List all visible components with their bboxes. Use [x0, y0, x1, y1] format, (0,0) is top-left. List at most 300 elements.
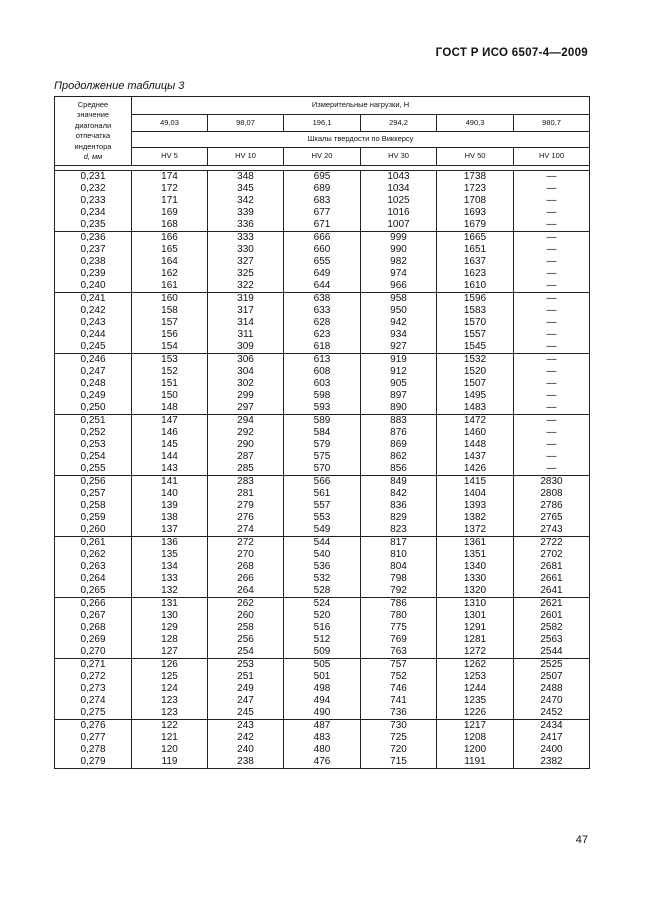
hardness-value: —: [546, 207, 557, 218]
hardness-value: 290: [237, 439, 254, 450]
hardness-value: 2661: [540, 573, 563, 584]
diagonal-cell: [55, 476, 132, 537]
hardness-value: 671: [313, 219, 331, 230]
hardness-cell: [132, 415, 208, 476]
hardness-value: 549: [313, 524, 331, 535]
diagonal-cell: [55, 354, 132, 415]
hardness-value: 823: [390, 524, 407, 535]
hardness-value: 1623: [463, 268, 487, 279]
hardness-value: 1351: [463, 549, 487, 560]
hardness-value: 2563: [540, 634, 563, 645]
hardness-value: —: [546, 427, 557, 438]
hardness-value: 628: [313, 317, 331, 328]
hardness-value: 285: [237, 463, 254, 474]
diagonal-value: 0,272: [80, 671, 106, 682]
hardness-value: 1532: [463, 354, 487, 365]
hardness-value: 1262: [463, 659, 487, 670]
hardness-cell: [437, 720, 514, 769]
hardness-value: 166: [161, 232, 178, 243]
hardness-value: 319: [237, 293, 254, 304]
hardness-value: 130: [161, 610, 178, 621]
hardness-value: 736: [390, 707, 407, 718]
hardness-value: 715: [390, 756, 407, 767]
hardness-value: 306: [237, 354, 254, 365]
hardness-value: 695: [313, 171, 331, 182]
hardness-value: 757: [390, 659, 407, 670]
diagonal-value: 0,259: [80, 512, 106, 523]
hardness-cell: [437, 232, 514, 293]
diagonal-value: 0,269: [80, 634, 106, 645]
hardness-value: 633: [313, 305, 331, 316]
diagonal-value: 0,241: [80, 293, 106, 304]
loads-title: Измерительные нагрузки, Н: [132, 97, 590, 115]
hardness-value: 730: [390, 720, 407, 731]
hardness-value: 123: [161, 695, 178, 706]
diagonal-value: 0,263: [80, 561, 106, 572]
hardness-value: 146: [161, 427, 178, 438]
hardness-value: —: [546, 256, 557, 267]
hardness-cell: [208, 537, 284, 598]
hardness-value: 266: [237, 573, 254, 584]
diagonal-value: 0,252: [80, 427, 106, 438]
hardness-value: 317: [237, 305, 254, 316]
hardness-value: 262: [237, 598, 254, 609]
hardness-value: —: [546, 171, 557, 182]
hardness-cell: [437, 415, 514, 476]
hardness-value: 162: [161, 268, 178, 279]
hardness-value: —: [546, 366, 557, 377]
scales-row: [55, 148, 590, 166]
diagonal-value: 0,248: [80, 378, 106, 389]
hardness-value: 292: [237, 427, 254, 438]
hardness-value: 247: [237, 695, 254, 706]
diagonal-cell: [55, 598, 132, 659]
hardness-value: 2488: [540, 683, 563, 694]
hardness-value: 154: [161, 341, 178, 352]
hardness-cell: [284, 415, 361, 476]
hardness-value: 144: [161, 451, 178, 462]
hardness-value: 593: [313, 402, 331, 413]
hardness-value: 927: [390, 341, 407, 352]
hardness-cell: [514, 354, 590, 415]
hardness-value: 160: [161, 293, 178, 304]
hardness-value: 1557: [463, 329, 487, 340]
diagonal-value: 0,231: [80, 171, 106, 182]
hardness-value: 942: [390, 317, 407, 328]
hardness-value: 238: [237, 756, 254, 767]
hardness-value: 483: [313, 732, 331, 743]
hardness-value: 890: [390, 402, 407, 413]
hardness-cell: [208, 720, 284, 769]
hardness-cell: [284, 720, 361, 769]
hardness-value: 258: [237, 622, 254, 633]
hardness-cell: [361, 293, 437, 354]
hardness-value: 974: [390, 268, 407, 279]
hardness-cell: [132, 598, 208, 659]
hardness-value: 268: [237, 561, 254, 572]
hardness-value: 1665: [463, 232, 487, 243]
hardness-value: 579: [313, 439, 331, 450]
hardness-value: 136: [161, 537, 178, 548]
diagonal-value: 0,254: [80, 451, 106, 462]
hardness-value: 1025: [387, 195, 410, 206]
hardness-value: 132: [161, 585, 178, 596]
hardness-value: 171: [161, 195, 178, 206]
hardness-cell: [514, 232, 590, 293]
hardness-value: 912: [390, 366, 407, 377]
col-header-line: значение: [76, 110, 110, 119]
hardness-value: 1723: [463, 183, 487, 194]
hardness-value: 919: [390, 354, 407, 365]
hardness-value: 1310: [463, 598, 487, 609]
hardness-value: 1404: [463, 488, 487, 499]
diagonal-value: 0,235: [80, 219, 106, 230]
hardness-value: 501: [313, 671, 331, 682]
diagonal-value: 0,262: [80, 549, 106, 560]
diagonal-value: 0,238: [80, 256, 106, 267]
hardness-value: 1495: [463, 390, 487, 401]
row-group: [55, 476, 590, 537]
hardness-value: 1610: [463, 280, 487, 291]
diagonal-value: 0,250: [80, 402, 106, 413]
hardness-value: 2382: [540, 756, 563, 767]
diagonal-cell: [55, 720, 132, 769]
hardness-value: 1545: [463, 341, 487, 352]
hardness-cell: [132, 293, 208, 354]
hardness-value: 1253: [463, 671, 487, 682]
hardness-value: 254: [237, 646, 254, 657]
hardness-value: 279: [237, 500, 254, 511]
hardness-value: 1596: [463, 293, 487, 304]
hardness-value: 2507: [540, 671, 563, 682]
hardness-value: —: [546, 244, 557, 255]
hardness-value: 810: [390, 549, 407, 560]
hardness-value: 498: [313, 683, 331, 694]
hardness-value: 322: [237, 280, 254, 291]
hardness-value: 120: [161, 744, 178, 755]
hardness-value: —: [546, 329, 557, 340]
hardness-value: 480: [313, 744, 331, 755]
hardness-value: 342: [237, 195, 254, 206]
diagonal-value: 0,260: [80, 524, 106, 535]
hardness-value: 1320: [463, 585, 487, 596]
diagonal-value: 0,266: [80, 598, 106, 609]
diagonal-value: 0,275: [80, 707, 106, 718]
hardness-value: 1738: [463, 171, 487, 182]
hardness-value: 862: [390, 451, 407, 462]
diagonal-value: 0,234: [80, 207, 106, 218]
hardness-value: 2722: [540, 537, 563, 548]
diagonal-value: 0,240: [80, 280, 106, 291]
hardness-value: 655: [313, 256, 331, 267]
hardness-cell: [208, 659, 284, 720]
hardness-value: 287: [237, 451, 254, 462]
hardness-value: 798: [390, 573, 407, 584]
hardness-value: 725: [390, 732, 407, 743]
hardness-value: 2743: [540, 524, 563, 535]
hardness-value: —: [546, 439, 557, 450]
hardness-value: 243: [237, 720, 254, 731]
hardness-value: 150: [161, 390, 178, 401]
hardness-cell: [437, 598, 514, 659]
hardness-value: 168: [161, 219, 178, 230]
hardness-value: 720: [390, 744, 407, 755]
hardness-value: —: [546, 378, 557, 389]
hardness-value: 638: [313, 293, 331, 304]
hardness-value: 557: [313, 500, 331, 511]
hardness-value: 272: [237, 537, 254, 548]
hardness-cell: [132, 232, 208, 293]
hardness-cell: [208, 293, 284, 354]
row-group: [55, 720, 590, 769]
diagonal-value: 0,274: [80, 695, 106, 706]
diagonal-value: 0,265: [80, 585, 106, 596]
hardness-value: 487: [313, 720, 331, 731]
hardness-value: 330: [237, 244, 254, 255]
hardness-value: 817: [390, 537, 407, 548]
diagonal-value: 0,239: [80, 268, 106, 279]
hardness-value: 122: [161, 720, 178, 731]
hardness-table: [54, 96, 590, 769]
hardness-value: 1007: [387, 219, 410, 230]
hardness-value: 1679: [463, 219, 487, 230]
hardness-value: 553: [313, 512, 331, 523]
hardness-cell: [132, 659, 208, 720]
hardness-value: 1272: [463, 646, 487, 657]
page-number: 47: [575, 834, 588, 846]
hardness-value: 124: [161, 683, 178, 694]
hardness-value: 1437: [463, 451, 487, 462]
scale-label: HV 50: [437, 148, 514, 166]
hardness-value: 153: [161, 354, 178, 365]
diagonal-value: 0,251: [80, 415, 106, 426]
diagonal-value: 0,233: [80, 195, 106, 206]
hardness-value: 849: [390, 476, 407, 487]
hardness-value: 990: [390, 244, 407, 255]
hardness-cell: [361, 232, 437, 293]
hardness-value: 1208: [463, 732, 487, 743]
hardness-value: 883: [390, 415, 407, 426]
hardness-cell: [514, 476, 590, 537]
scale-label: HV 10: [208, 148, 284, 166]
hardness-cell: [361, 171, 437, 232]
diagonal-value: 0,257: [80, 488, 106, 499]
hardness-value: 490: [313, 707, 331, 718]
hardness-value: 147: [161, 415, 178, 426]
hardness-value: 141: [161, 476, 178, 487]
hardness-value: 311: [237, 329, 254, 340]
diagonal-value: 0,279: [80, 756, 106, 767]
hardness-value: 786: [390, 598, 407, 609]
hardness-value: 623: [313, 329, 331, 340]
hardness-value: 333: [237, 232, 254, 243]
hardness-cell: [437, 354, 514, 415]
hardness-value: 302: [237, 378, 254, 389]
hardness-cell: [208, 232, 284, 293]
hardness-value: 584: [313, 427, 331, 438]
col-header-line: отпечатка: [75, 131, 111, 140]
hardness-value: 683: [313, 195, 331, 206]
hardness-cell: [437, 171, 514, 232]
hardness-value: 999: [390, 232, 407, 243]
scales-title: Шкалы твердости по Виккерсу: [132, 132, 590, 148]
diagonal-cell: [55, 415, 132, 476]
scale-label: HV 20: [284, 148, 361, 166]
hardness-value: 666: [313, 232, 331, 243]
diagonal-value: 0,276: [80, 720, 106, 731]
hardness-value: 544: [313, 537, 331, 548]
hardness-value: 151: [161, 378, 178, 389]
hardness-value: 145: [161, 439, 178, 450]
hardness-value: 561: [313, 488, 331, 499]
diagonal-cell: [55, 293, 132, 354]
hardness-value: 1291: [463, 622, 487, 633]
hardness-value: —: [546, 317, 557, 328]
hardness-value: 876: [390, 427, 407, 438]
hardness-value: —: [546, 451, 557, 462]
hardness-value: 752: [390, 671, 407, 682]
hardness-value: 165: [161, 244, 178, 255]
hardness-value: 1226: [463, 707, 487, 718]
diagonal-value: 0,267: [80, 610, 106, 621]
hardness-value: 140: [161, 488, 178, 499]
hardness-value: 689: [313, 183, 331, 194]
hardness-value: 512: [313, 634, 331, 645]
hardness-value: 161: [161, 280, 178, 291]
hardness-cell: [284, 354, 361, 415]
hardness-cell: [132, 354, 208, 415]
diagonal-value: 0,247: [80, 366, 106, 377]
hardness-value: 1244: [463, 683, 487, 694]
hardness-value: 842: [390, 488, 407, 499]
hardness-value: 294: [237, 415, 254, 426]
hardness-value: 2830: [540, 476, 563, 487]
diagonal-value: 0,255: [80, 463, 106, 474]
hardness-value: 134: [161, 561, 178, 572]
hardness-cell: [208, 171, 284, 232]
hardness-value: 125: [161, 671, 178, 682]
hardness-value: 1570: [463, 317, 487, 328]
hardness-value: 304: [237, 366, 254, 377]
hardness-value: 2544: [540, 646, 563, 657]
diagonal-cell: [55, 232, 132, 293]
hardness-cell: [361, 598, 437, 659]
hardness-value: 345: [237, 183, 254, 194]
table-body: [55, 171, 590, 769]
hardness-value: 1330: [463, 573, 487, 584]
hardness-value: 253: [237, 659, 254, 670]
diagonal-cell: [55, 537, 132, 598]
hardness-value: 792: [390, 585, 407, 596]
document-header: ГОСТ Р ИСО 6507-4—2009: [435, 47, 588, 59]
hardness-cell: [132, 171, 208, 232]
hardness-value: 157: [161, 317, 178, 328]
diagonal-value: 0,243: [80, 317, 106, 328]
hardness-value: —: [546, 354, 557, 365]
hardness-cell: [514, 537, 590, 598]
row-group: [55, 232, 590, 293]
hardness-value: 119: [161, 756, 178, 767]
hardness-value: 575: [313, 451, 331, 462]
hardness-value: 348: [237, 171, 254, 182]
hardness-value: 589: [313, 415, 331, 426]
hardness-value: 520: [313, 610, 331, 621]
table-continuation-caption: Продолжение таблицы 3: [54, 80, 185, 92]
hardness-value: 336: [237, 219, 254, 230]
hardness-value: 1583: [463, 305, 487, 316]
hardness-value: 2621: [540, 598, 563, 609]
hardness-value: 2702: [540, 549, 563, 560]
hardness-value: 251: [237, 671, 254, 682]
hardness-cell: [208, 415, 284, 476]
hardness-value: 746: [390, 683, 407, 694]
hardness-cell: [514, 171, 590, 232]
hardness-value: 123: [161, 707, 178, 718]
hardness-value: 608: [313, 366, 331, 377]
hardness-value: 127: [161, 646, 178, 657]
hardness-value: 2786: [540, 500, 563, 511]
hardness-value: 314: [237, 317, 254, 328]
hardness-value: 763: [390, 646, 407, 657]
hardness-cell: [514, 598, 590, 659]
hardness-value: 148: [161, 402, 178, 413]
hardness-cell: [284, 659, 361, 720]
diagonal-value: 0,278: [80, 744, 106, 755]
diagonal-cell: [55, 171, 132, 232]
hardness-value: 327: [237, 256, 254, 267]
hardness-value: 570: [313, 463, 331, 474]
hardness-value: 509: [313, 646, 331, 657]
hardness-value: 618: [313, 341, 331, 352]
hardness-value: 128: [161, 634, 178, 645]
hardness-value: 2641: [540, 585, 563, 596]
hardness-value: 283: [237, 476, 254, 487]
hardness-value: 1191: [464, 756, 486, 767]
hardness-value: 164: [161, 256, 178, 267]
hardness-value: 1340: [463, 561, 487, 572]
hardness-value: 516: [313, 622, 331, 633]
hardness-value: 528: [313, 585, 331, 596]
hardness-value: 476: [313, 756, 331, 767]
hardness-value: 1393: [463, 500, 487, 511]
loads-row: [55, 115, 590, 132]
hardness-value: 137: [161, 524, 178, 535]
load-value: 49,03: [132, 115, 208, 132]
hardness-value: 1708: [463, 195, 487, 206]
row-group: [55, 598, 590, 659]
load-value: 196,1: [284, 115, 361, 132]
hardness-cell: [132, 476, 208, 537]
hardness-cell: [437, 659, 514, 720]
hardness-value: —: [546, 280, 557, 291]
hardness-value: 566: [313, 476, 331, 487]
hardness-value: 2765: [540, 512, 563, 523]
hardness-value: 1217: [463, 720, 487, 731]
diagonal-value: 0,277: [80, 732, 106, 743]
hardness-value: —: [546, 341, 557, 352]
hardness-value: 172: [161, 183, 178, 194]
col-header-line: d, мм: [83, 152, 103, 161]
hardness-value: 660: [313, 244, 331, 255]
hardness-value: 1483: [463, 402, 487, 413]
hardness-value: 769: [390, 634, 407, 645]
hardness-value: 135: [161, 549, 178, 560]
hardness-value: 1043: [387, 171, 410, 182]
hardness-value: 260: [237, 610, 254, 621]
hardness-cell: [284, 171, 361, 232]
hardness-value: 829: [390, 512, 407, 523]
hardness-value: 1472: [463, 415, 487, 426]
